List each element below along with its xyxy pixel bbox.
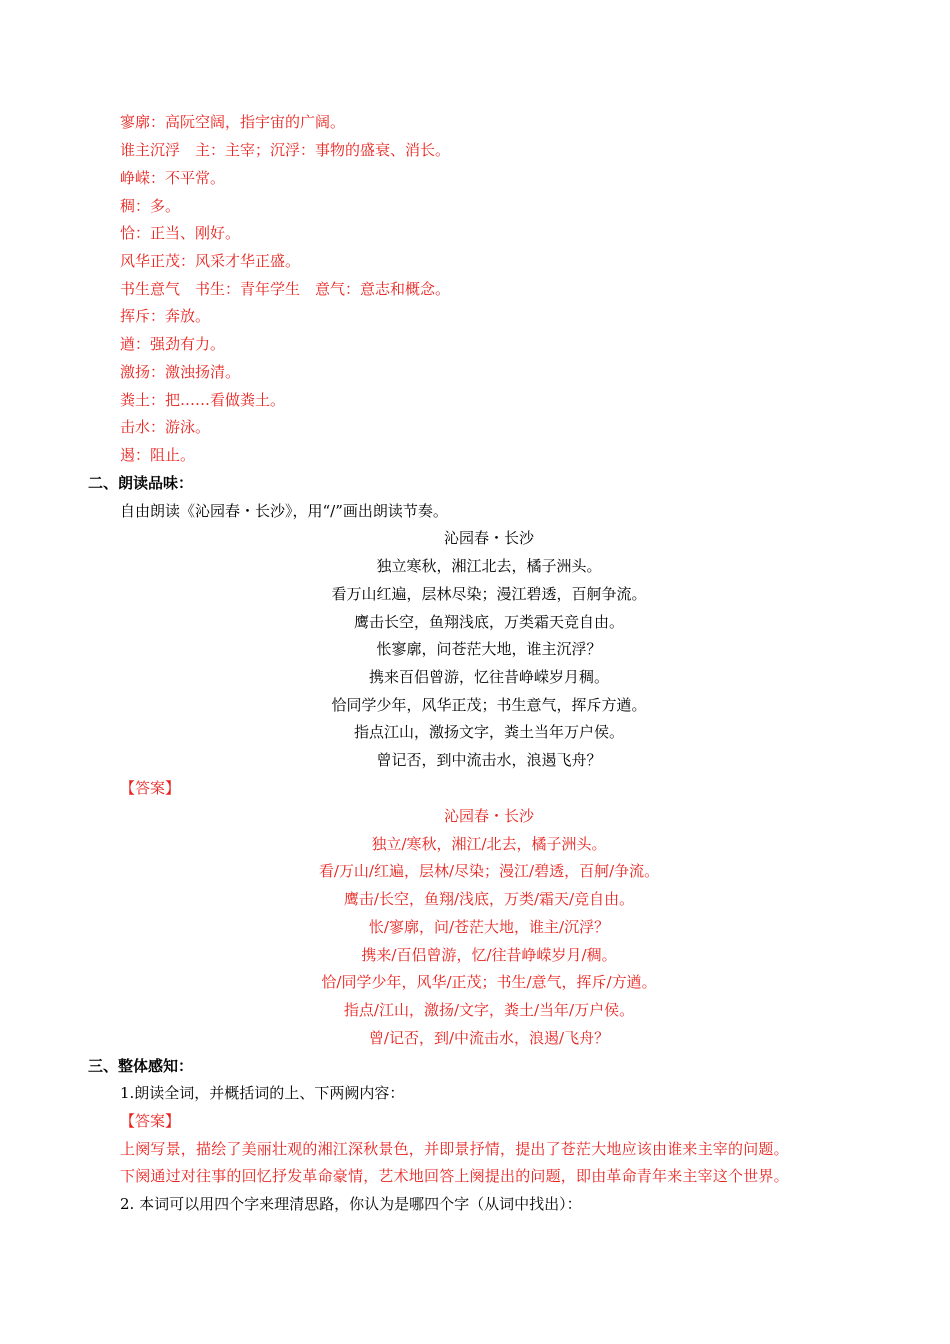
note-line: 稠：多。 (120, 197, 181, 215)
answer-poem-line: 携来/百侣曾游，忆/往昔峥嵘岁月/稠。 (361, 946, 617, 964)
note-line: 遏：阻止。 (120, 446, 196, 464)
note-line: 恰：正当、刚好。 (120, 224, 241, 242)
answer-text: 下阕通过对往事的回忆抒发革命豪情，艺术地回答上阕提出的问题，即由革命青年来主宰这个世界。 (120, 1167, 789, 1185)
instruction-text: 自由朗读《沁园春・长沙》，用“/”画出朗读节奏。 (120, 502, 448, 520)
note-line: 书生意气 书生：青年学生 意气：意志和概念。 (120, 280, 451, 298)
answer-text: 上阕写景，描绘了美丽壮观的湘江深秋景色，并即景抒情，提出了苍茫大地应该由谁来主宰的问题。 (120, 1140, 789, 1158)
note-line: 击水：游泳。 (120, 418, 211, 436)
answer-poem-line: 指点/江山，激扬/文字，粪土/当年/万户侯。 (343, 1001, 635, 1019)
note-line: 峥嵘：不平常。 (120, 169, 226, 187)
question-text: 2. 本词可以用四个字来理清思路，你认为是哪四个字（从词中找出）： (120, 1195, 582, 1213)
answer-label: 【答案】 (120, 1112, 181, 1130)
section-heading: 二、朗读品味： (88, 474, 194, 492)
question-text: 1.朗读全词，并概括词的上、下两阙内容： (120, 1084, 405, 1102)
answer-poem-line: 恰/同学少年，风华/正茂；书生/意气，挥斥/方遒。 (321, 973, 657, 991)
note-line: 谁主沉浮 主：主宰；沉浮：事物的盛衰、消长。 (120, 141, 451, 159)
answer-label: 【答案】 (120, 779, 181, 797)
note-line: 风华正茂：风采才华正盛。 (120, 252, 301, 270)
note-line: 挥斥：奔放。 (120, 307, 211, 325)
note-line: 激扬：激浊扬清。 (120, 363, 241, 381)
poem-line: 怅寥廓，问苍茫大地，谁主沉浮？ (376, 640, 602, 658)
note-line: 寥廓：高阮空阔，指宇宙的广阔。 (120, 113, 346, 131)
answer-poem-line: 怅/寥廓，问/苍茫大地，谁主/沉浮？ (368, 918, 610, 936)
poem-line: 指点江山，激扬文字，粪土当年万户侯。 (353, 723, 624, 741)
note-line: 遒：强劲有力。 (120, 335, 226, 353)
answer-poem-line: 看/万山/红遍，层林/尽染；漫江/碧透，百舸/争流。 (318, 862, 660, 880)
note-line: 粪土：把……看做粪土。 (120, 391, 286, 409)
poem-line: 鹰击长空，鱼翔浅底，万类霜天竞自由。 (353, 613, 624, 631)
poem-line: 独立寒秋，湘江北去，橘子洲头。 (376, 557, 602, 575)
answer-poem-line: 鹰击/长空，鱼翔/浅底，万类/霜天/竞自由。 (343, 890, 635, 908)
poem-line: 恰同学少年，风华正茂；书生意气，挥斥方遒。 (331, 696, 647, 714)
poem-line: 曾记否，到中流击水，浪遏飞舟？ (376, 751, 602, 769)
section-heading: 三、整体感知： (88, 1057, 194, 1075)
poem-title: 沁园春・长沙 (443, 529, 534, 547)
answer-poem-title: 沁园春・长沙 (443, 807, 534, 825)
poem-line: 看万山红遍，层林尽染；漫江碧透，百舸争流。 (331, 585, 647, 603)
answer-poem-line: 独立/寒秋，湘江/北去，橘子洲头。 (371, 835, 607, 853)
answer-poem-line: 曾/记否，到/中流击水，浪遏/飞舟？ (368, 1029, 610, 1047)
poem-line: 携来百侣曾游，忆往昔峥嵘岁月稠。 (368, 668, 609, 686)
